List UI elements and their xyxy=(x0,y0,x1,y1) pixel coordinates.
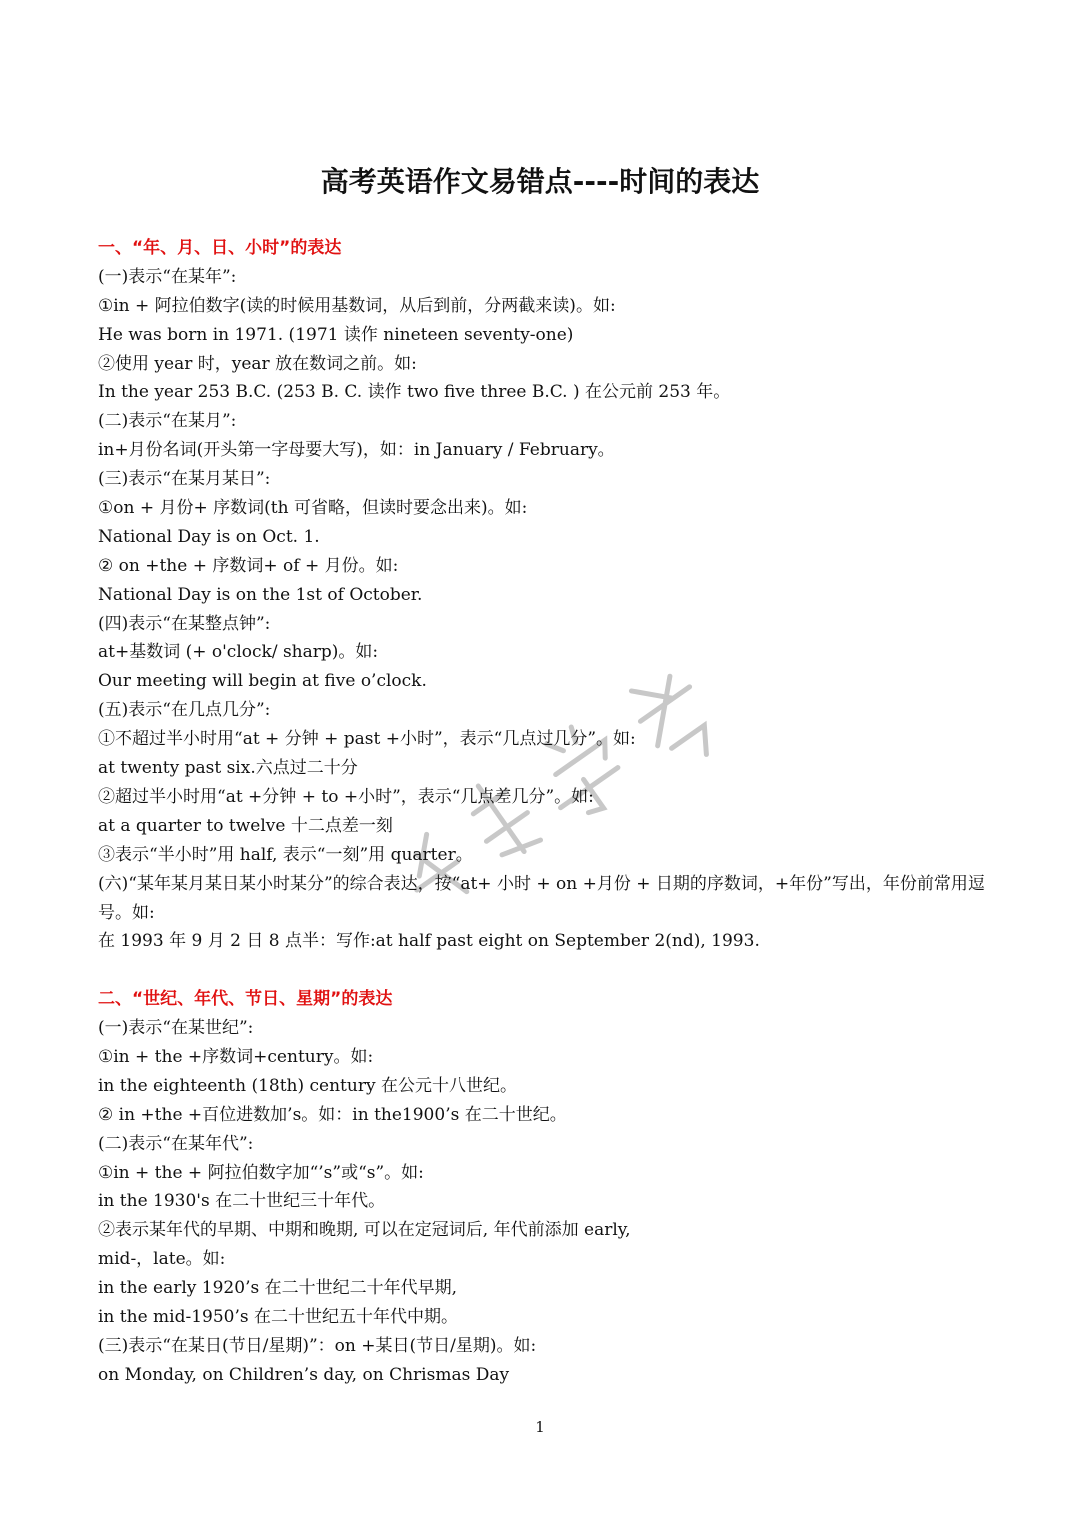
text-line: in+月份名词(开头第一字母要大写)，如：in January / February。 xyxy=(98,440,615,461)
text-line: at a quarter to twelve 十二点差一刻 xyxy=(98,815,393,836)
text-line: ②使用 year 时，year 放在数词之前。如: xyxy=(98,353,417,374)
page-title: 高考英语作文易错点----时间的表达 xyxy=(320,165,760,198)
text-line: at twenty past six.六点过二十分 xyxy=(98,758,358,779)
text-line: ②超过半小时用“at +分钟 + to +小时”，表示“几点差几分”。如: xyxy=(98,786,594,807)
section-heading-1: 一、“年、月、日、小时”的表达 xyxy=(98,238,342,258)
text-line: (二)表示“在某月”: xyxy=(98,411,237,432)
text-line: 在 1993 年 9 月 2 日 8 点半：写作:at half past eight on September 2(nd), 1993. xyxy=(98,931,760,952)
page-number: 1 xyxy=(535,1418,545,1436)
text-line: In the year 253 B.C. (253 B. C. 读作 two five three B.C. ) 在公元前 253 年。 xyxy=(98,382,731,403)
text-line: (五)表示“在几点几分”: xyxy=(98,700,271,721)
text-line: ② in +the +百位进数加’s。如：in the1900’s 在二十世纪。 xyxy=(98,1104,567,1125)
text-line: in the 1930's 在二十世纪三十年代。 xyxy=(98,1191,386,1212)
text-line: (一)表示“在某年”: xyxy=(98,266,237,287)
text-line: Our meeting will begin at five o’clock. xyxy=(98,671,427,692)
text-line: on Monday, on Children’s day, on Chrismas Day xyxy=(98,1364,510,1385)
text-line: in the early 1920’s 在二十世纪二十年代早期, xyxy=(98,1278,457,1299)
text-line: in the mid-1950’s 在二十世纪五十年代中期。 xyxy=(98,1306,459,1327)
text-line: mid-，late。如: xyxy=(98,1249,226,1270)
text-line: ①不超过半小时用“at + 分钟 + past +小时”，表示“几点过几分”。如: xyxy=(98,729,636,750)
text-line: National Day is on the 1st of October. xyxy=(98,584,423,605)
text-line: (二)表示“在某年代”: xyxy=(98,1133,254,1154)
text-line: ①on + 月份+ 序数词(th 可省略，但读时要念出来)。如: xyxy=(98,498,528,519)
text-line: in the eighteenth (18th) century 在公元十八世纪。 xyxy=(98,1075,517,1096)
text-line: National Day is on Oct. 1. xyxy=(98,526,320,547)
text-line: (三)表示“在某日(节日/星期)”：on +某日(节日/星期)。如: xyxy=(98,1335,537,1356)
text-line: ② on +the + 序数词+ of + 月份。如: xyxy=(98,555,399,576)
text-line: ①in + the + 阿拉伯数字加“’s”或“s”。如: xyxy=(98,1162,424,1183)
text-line: ①in + the +序数词+century。如: xyxy=(98,1046,374,1067)
text-line: at+基数词 (+ o'clock/ sharp)。如: xyxy=(98,642,379,663)
text-line: (四)表示“在某整点钟”: xyxy=(98,613,271,634)
section-heading-2: 二、“世纪、年代、节日、星期”的表达 xyxy=(98,989,393,1010)
text-line: (一)表示“在某世纪”: xyxy=(98,1018,254,1039)
text-line: (六)“某年某月某日某小时某分”的综合表达，按“at+ 小时 + on +月份 + 日期的序数词，+年份”写出，年份前常用逗号。如: xyxy=(98,873,985,923)
document-body xyxy=(98,234,990,1390)
text-line: ①in + 阿拉伯数字(读的时候用基数词，从后到前，分两截来读)。如: xyxy=(98,295,616,316)
text-line: He was born in 1971. (1971 读作 nineteen seventy-one) xyxy=(98,324,574,345)
section-spacer xyxy=(98,956,990,985)
text-line: ③表示“半小时”用 half, 表示“一刻”用 quarter。 xyxy=(98,844,473,865)
text-line: (三)表示“在某月某日”: xyxy=(98,469,271,490)
text-line: ②表示某年代的早期、中期和晚期, 可以在定冠词后, 年代前添加 early, xyxy=(98,1220,631,1241)
